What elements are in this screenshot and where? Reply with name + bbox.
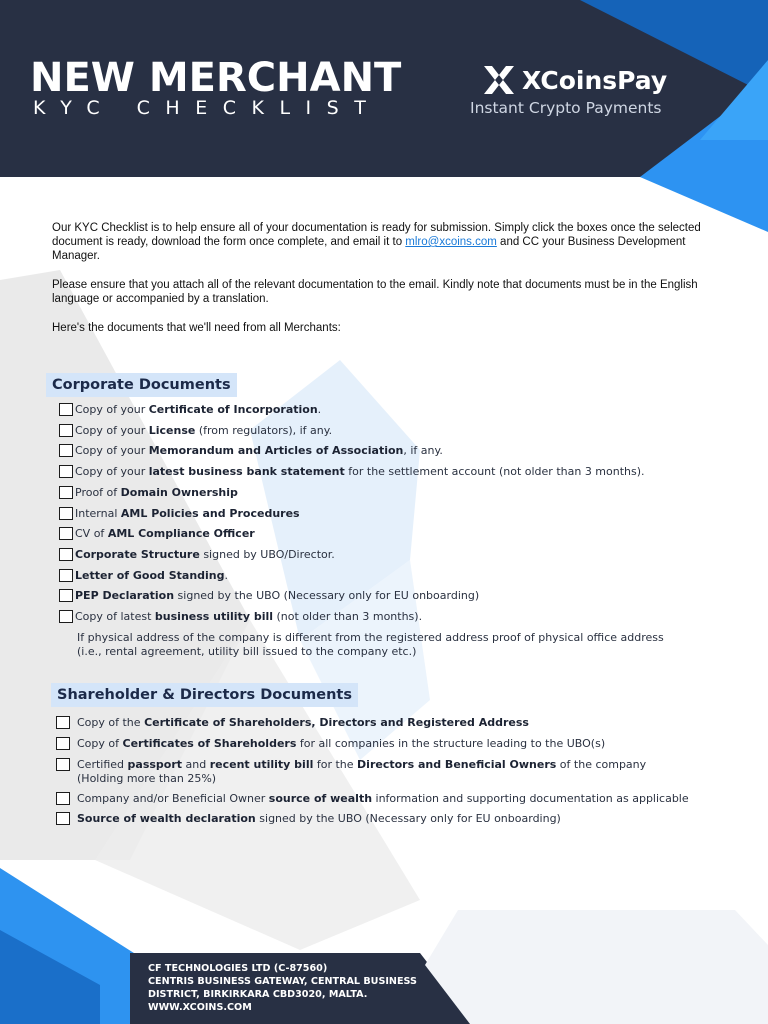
item-label: CV of AML Compliance Officer <box>75 527 255 540</box>
checkbox[interactable] <box>56 758 70 771</box>
checkbox[interactable] <box>59 527 73 540</box>
footer-website[interactable]: WWW.XCOINS.COM <box>148 1002 252 1013</box>
intro-paragraph-1 <box>52 221 702 263</box>
footer-hex-shape <box>425 910 768 1024</box>
checkbox[interactable] <box>59 465 73 478</box>
checklist-item <box>59 589 479 602</box>
checklist-item <box>56 737 605 750</box>
item-label: Copy of the Certificate of Shareholders, Directors and Registered Address <box>77 716 529 729</box>
x-logo-icon <box>482 64 516 96</box>
checkbox[interactable] <box>59 507 73 520</box>
checkbox[interactable] <box>59 589 73 602</box>
item-label: Copy of latest business utility bill (not older than 3 months). <box>75 610 423 623</box>
checklist-item <box>56 812 561 825</box>
item-label: Internal AML Policies and Procedures <box>75 507 300 520</box>
address-note-line-2: (i.e., rental agreement, utility bill issued to the company etc.) <box>77 645 417 658</box>
item-label: Company and/or Beneficial Owner source of wealth information and supporting documentation as applicable <box>77 792 689 805</box>
intro-text <box>52 221 702 350</box>
checkbox[interactable] <box>56 792 70 805</box>
item-label: Copy of your Memorandum and Articles of Association, if any. <box>75 444 443 457</box>
checkbox[interactable] <box>59 548 73 561</box>
checklist-item <box>56 758 646 786</box>
checkbox[interactable] <box>59 569 73 582</box>
corporate-documents-heading: Corporate Documents <box>46 373 237 397</box>
checkbox[interactable] <box>59 610 73 623</box>
checklist-item <box>56 716 529 729</box>
item-label: Letter of Good Standing. <box>75 569 229 582</box>
shareholder-documents-heading: Shareholder & Directors Documents <box>51 683 358 707</box>
checkbox[interactable] <box>56 716 70 729</box>
checklist-item <box>59 507 300 520</box>
checklist-item <box>56 792 689 805</box>
corporate-documents-list <box>59 403 709 673</box>
item-label: Copy of your latest business bank statement for the settlement account (not older than 3 months). <box>75 465 645 478</box>
page-subtitle: KYC CHECKLIST <box>33 97 382 119</box>
item-label: Copy of Certificates of Shareholders for all companies in the structure leading to the UBO(s) <box>77 737 606 750</box>
checklist-item <box>59 569 228 582</box>
footer-company-name: CF TECHNOLOGIES LTD (C-87560) <box>148 963 328 974</box>
email-link[interactable]: mlro@xcoins.com <box>405 236 497 248</box>
checklist-item <box>59 465 645 478</box>
checkbox[interactable] <box>56 812 70 825</box>
checklist-item <box>59 486 238 499</box>
shareholder-documents-list <box>56 716 716 836</box>
checkbox[interactable] <box>59 403 73 416</box>
intro-paragraph-2: Please ensure that you attach all of the relevant documentation to the email. Kindly note that documents must be in the English language or accompanied by a translation. <box>52 279 698 305</box>
checklist-item <box>59 548 335 561</box>
brand-logo <box>482 64 667 96</box>
address-note-line-1: If physical address of the company is different from the registered address proof of physical office address <box>77 631 664 644</box>
checklist-item <box>59 610 422 623</box>
checklist-item <box>59 527 255 540</box>
footer-address-line-2: DISTRICT, BIRKIRKARA CBD3020, MALTA. <box>148 989 368 1000</box>
item-label: Certified passport and recent utility bill for the Directors and Beneficial Owners of the company (Holding more than 25%) <box>77 758 647 785</box>
checkbox[interactable] <box>59 424 73 437</box>
item-label: Source of wealth declaration signed by the UBO (Necessary only for EU onboarding) <box>77 812 561 825</box>
item-label: Copy of your License (from regulators), if any. <box>75 424 333 437</box>
brand-name: XCoinsPay <box>522 65 668 95</box>
item-label: Copy of your Certificate of Incorporation. <box>75 403 322 416</box>
checkbox[interactable] <box>56 737 70 750</box>
checklist-item <box>59 424 332 437</box>
company-footer <box>148 962 417 1014</box>
item-label: Corporate Structure signed by UBO/Director. <box>75 548 335 561</box>
footer-address-line-1: CENTRIS BUSINESS GATEWAY, CENTRAL BUSINESS <box>148 976 417 987</box>
checkbox[interactable] <box>59 486 73 499</box>
item-label: PEP Declaration signed by the UBO (Necessary only for EU onboarding) <box>75 589 480 602</box>
checkbox[interactable] <box>59 444 73 457</box>
item-label: Proof of Domain Ownership <box>75 486 238 499</box>
page-title: NEW MERCHANT <box>30 55 402 101</box>
brand-tagline: Instant Crypto Payments <box>470 99 662 117</box>
intro-text-2: and CC your Business Development Manager. <box>52 236 686 262</box>
checklist-item <box>59 444 443 457</box>
checklist-item <box>59 403 321 416</box>
intro-paragraph-3: Here's the documents that we'll need from all Merchants: <box>52 322 341 334</box>
intro-text-1: Our KYC Checklist is to help ensure all of your documentation is ready for submission. Simply click the boxes once the selected document is ready, download the form once complete, and email it to <box>52 222 701 248</box>
holding-note: (Holding more than 25%) <box>77 772 217 785</box>
